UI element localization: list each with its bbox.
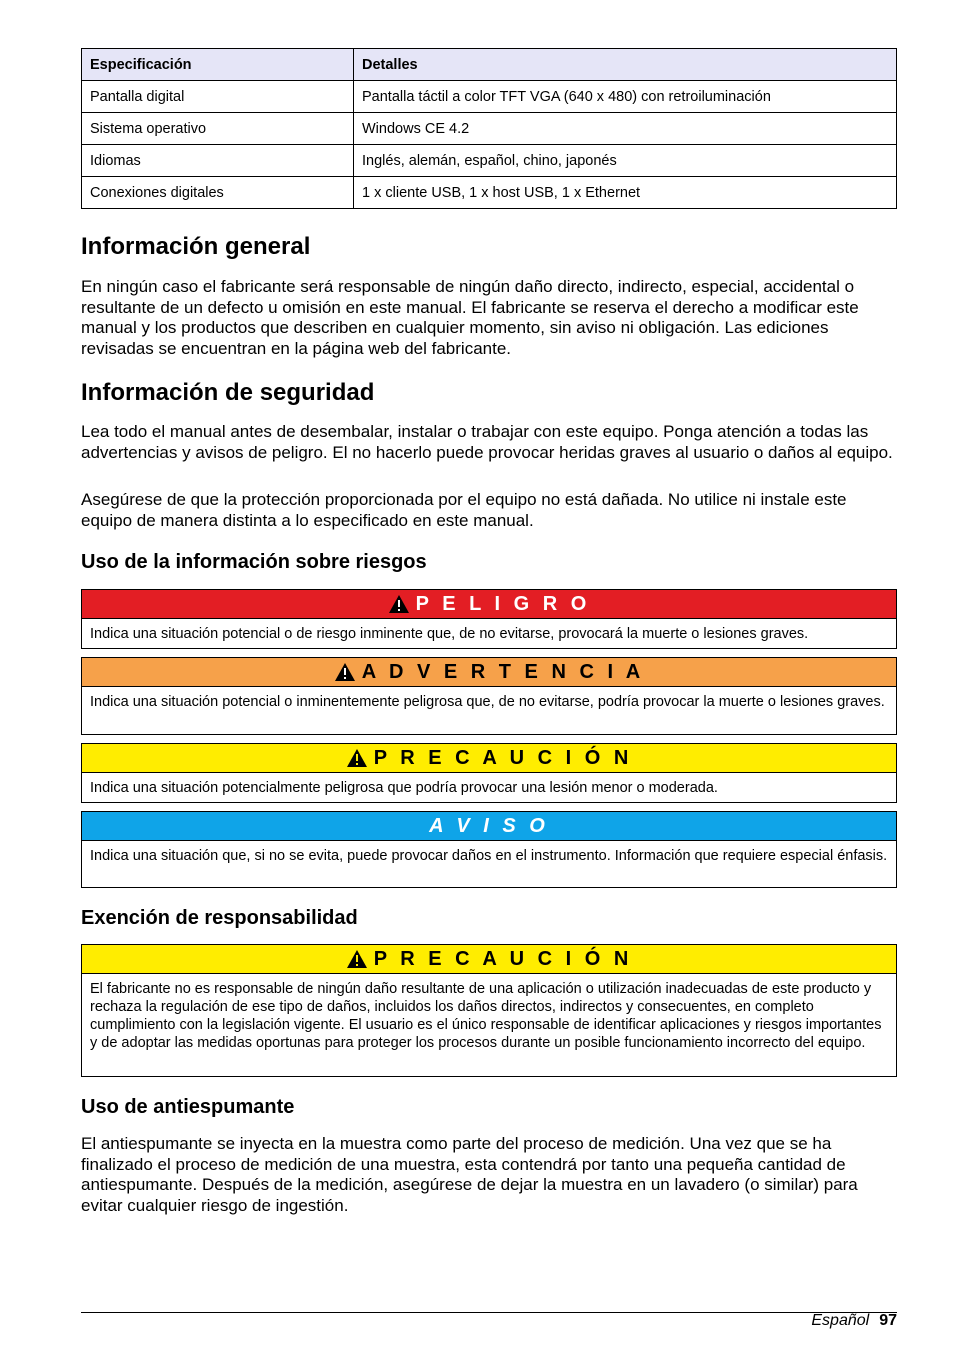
caution-header: [82, 945, 896, 974]
table-row: [82, 113, 897, 145]
notice-label: A V I S O: [429, 814, 549, 837]
table-cell: Idiomas: [82, 145, 354, 177]
table-cell: Sistema operativo: [82, 113, 354, 145]
disclaimer-caution-box: [81, 944, 897, 1077]
footer-language: Español: [811, 1312, 870, 1329]
notice-text: Indica una situación que, si no se evita, puede provocar daños en el instrumento. Información que requiere especial énfasis.: [90, 848, 888, 864]
disclaimer-text: El fabricante no es responsable de ningún daño resultante de una aplicación o utilización inadecuadas de este producto y rechaza la regulación de ese tipo de daños, incluidos los daños directos, indirectos y consecuentes, en completo cumplimiento con la legislación vigente. El usuario es el único responsable de identificar aplicaciones y riesgos importantes y de adoptar las medidas oportunas para proteger los procesos durante un posible funcionamiento incorrecto del equipo.: [90, 981, 882, 1051]
column-header: Especificación: [82, 49, 354, 81]
table-cell: Pantalla táctil a color TFT VGA (640 x 480) con retroiluminación: [354, 81, 897, 113]
warning-text: Indica una situación potencial o inminentemente peligrosa que, de no evitarse, podría provocar la muerte o lesiones graves.: [90, 694, 885, 710]
warning-triangle-icon: [388, 594, 410, 614]
general-info-text: En ningún caso el fabricante será responsable de ningún daño directo, indirecto, especial, accidental o resultante de un defecto u omisión en este manual. El fabricante se reserva el derecho a modificar este manual y los productos que describen en cualquier momento, sin aviso ni obligación. Las ediciones revisadas se encuentran en la página web del fabricante.: [81, 277, 859, 358]
warning-box: [81, 657, 897, 735]
table-header-row: [82, 49, 897, 81]
general-info-heading: Información general: [81, 233, 311, 260]
antifoam-heading: Uso de antiespumante: [81, 1096, 295, 1118]
page-content: [81, 48, 897, 1215]
danger-box: [81, 589, 897, 649]
page-footer: [811, 1312, 897, 1330]
specification-table: [81, 48, 897, 209]
page-number: 97: [879, 1312, 897, 1329]
caution-header: [82, 744, 896, 773]
table-row: [82, 177, 897, 209]
antifoam-text: El antiespumante se inyecta en la muestra como parte del proceso de medición. Una vez que se ha finalizado el proceso de medición de una muestra, esta contendrá por tanto una pequeña cantidad de antiespumante. Después de la medición, asegúrese de dejar la muestra en un lavadero (o similar) para evitar cualquier riesgo de ingestión.: [81, 1134, 858, 1215]
table-cell: Inglés, alemán, español, chino, japonés: [354, 145, 897, 177]
caution-text: Indica una situación potencialmente peligrosa que podría provocar una lesión menor o moderada.: [90, 780, 718, 796]
safety-info-paragraph: Lea todo el manual antes de desembalar, instalar o trabajar con este equipo. Ponga atención a todas las advertencias y avisos de peligro. El no hacerlo puede provocar heridas graves al usuario o daños al equipo.: [81, 422, 893, 462]
safety-info-paragraph: Asegúrese de que la protección proporcionada por el equipo no está dañada. No utilice ni instale este equipo de manera distinta a lo especificado en este manual.: [81, 490, 847, 530]
warning-triangle-icon: [334, 662, 356, 682]
footer-divider: [81, 1312, 897, 1313]
caution-label: P R E C A U C I Ó N: [373, 947, 633, 970]
table-cell: Windows CE 4.2: [354, 113, 897, 145]
notice-box: [81, 811, 897, 888]
table-cell: Pantalla digital: [82, 81, 354, 113]
danger-header: [82, 590, 896, 619]
disclaimer-heading: Exención de responsabilidad: [81, 907, 358, 929]
notice-header: [82, 812, 896, 841]
hazard-info-heading: Uso de la información sobre riesgos: [81, 551, 427, 573]
warning-triangle-icon: [346, 748, 368, 768]
caution-label: P R E C A U C I Ó N: [373, 746, 633, 769]
safety-info-heading: Información de seguridad: [81, 379, 375, 406]
danger-text: Indica una situación potencial o de riesgo inminente que, de no evitarse, provocará la muerte o lesiones graves.: [90, 626, 809, 642]
caution-box: [81, 743, 897, 803]
column-header: Detalles: [354, 49, 897, 81]
table-cell: Conexiones digitales: [82, 177, 354, 209]
danger-label: P E L I G R O: [415, 592, 591, 615]
table-row: [82, 81, 897, 113]
table-row: [82, 145, 897, 177]
warning-triangle-icon: [346, 949, 368, 969]
table-cell: 1 x cliente USB, 1 x host USB, 1 x Ethernet: [354, 177, 897, 209]
warning-label: A D V E R T E N C I A: [361, 660, 645, 683]
warning-header: [82, 658, 896, 687]
